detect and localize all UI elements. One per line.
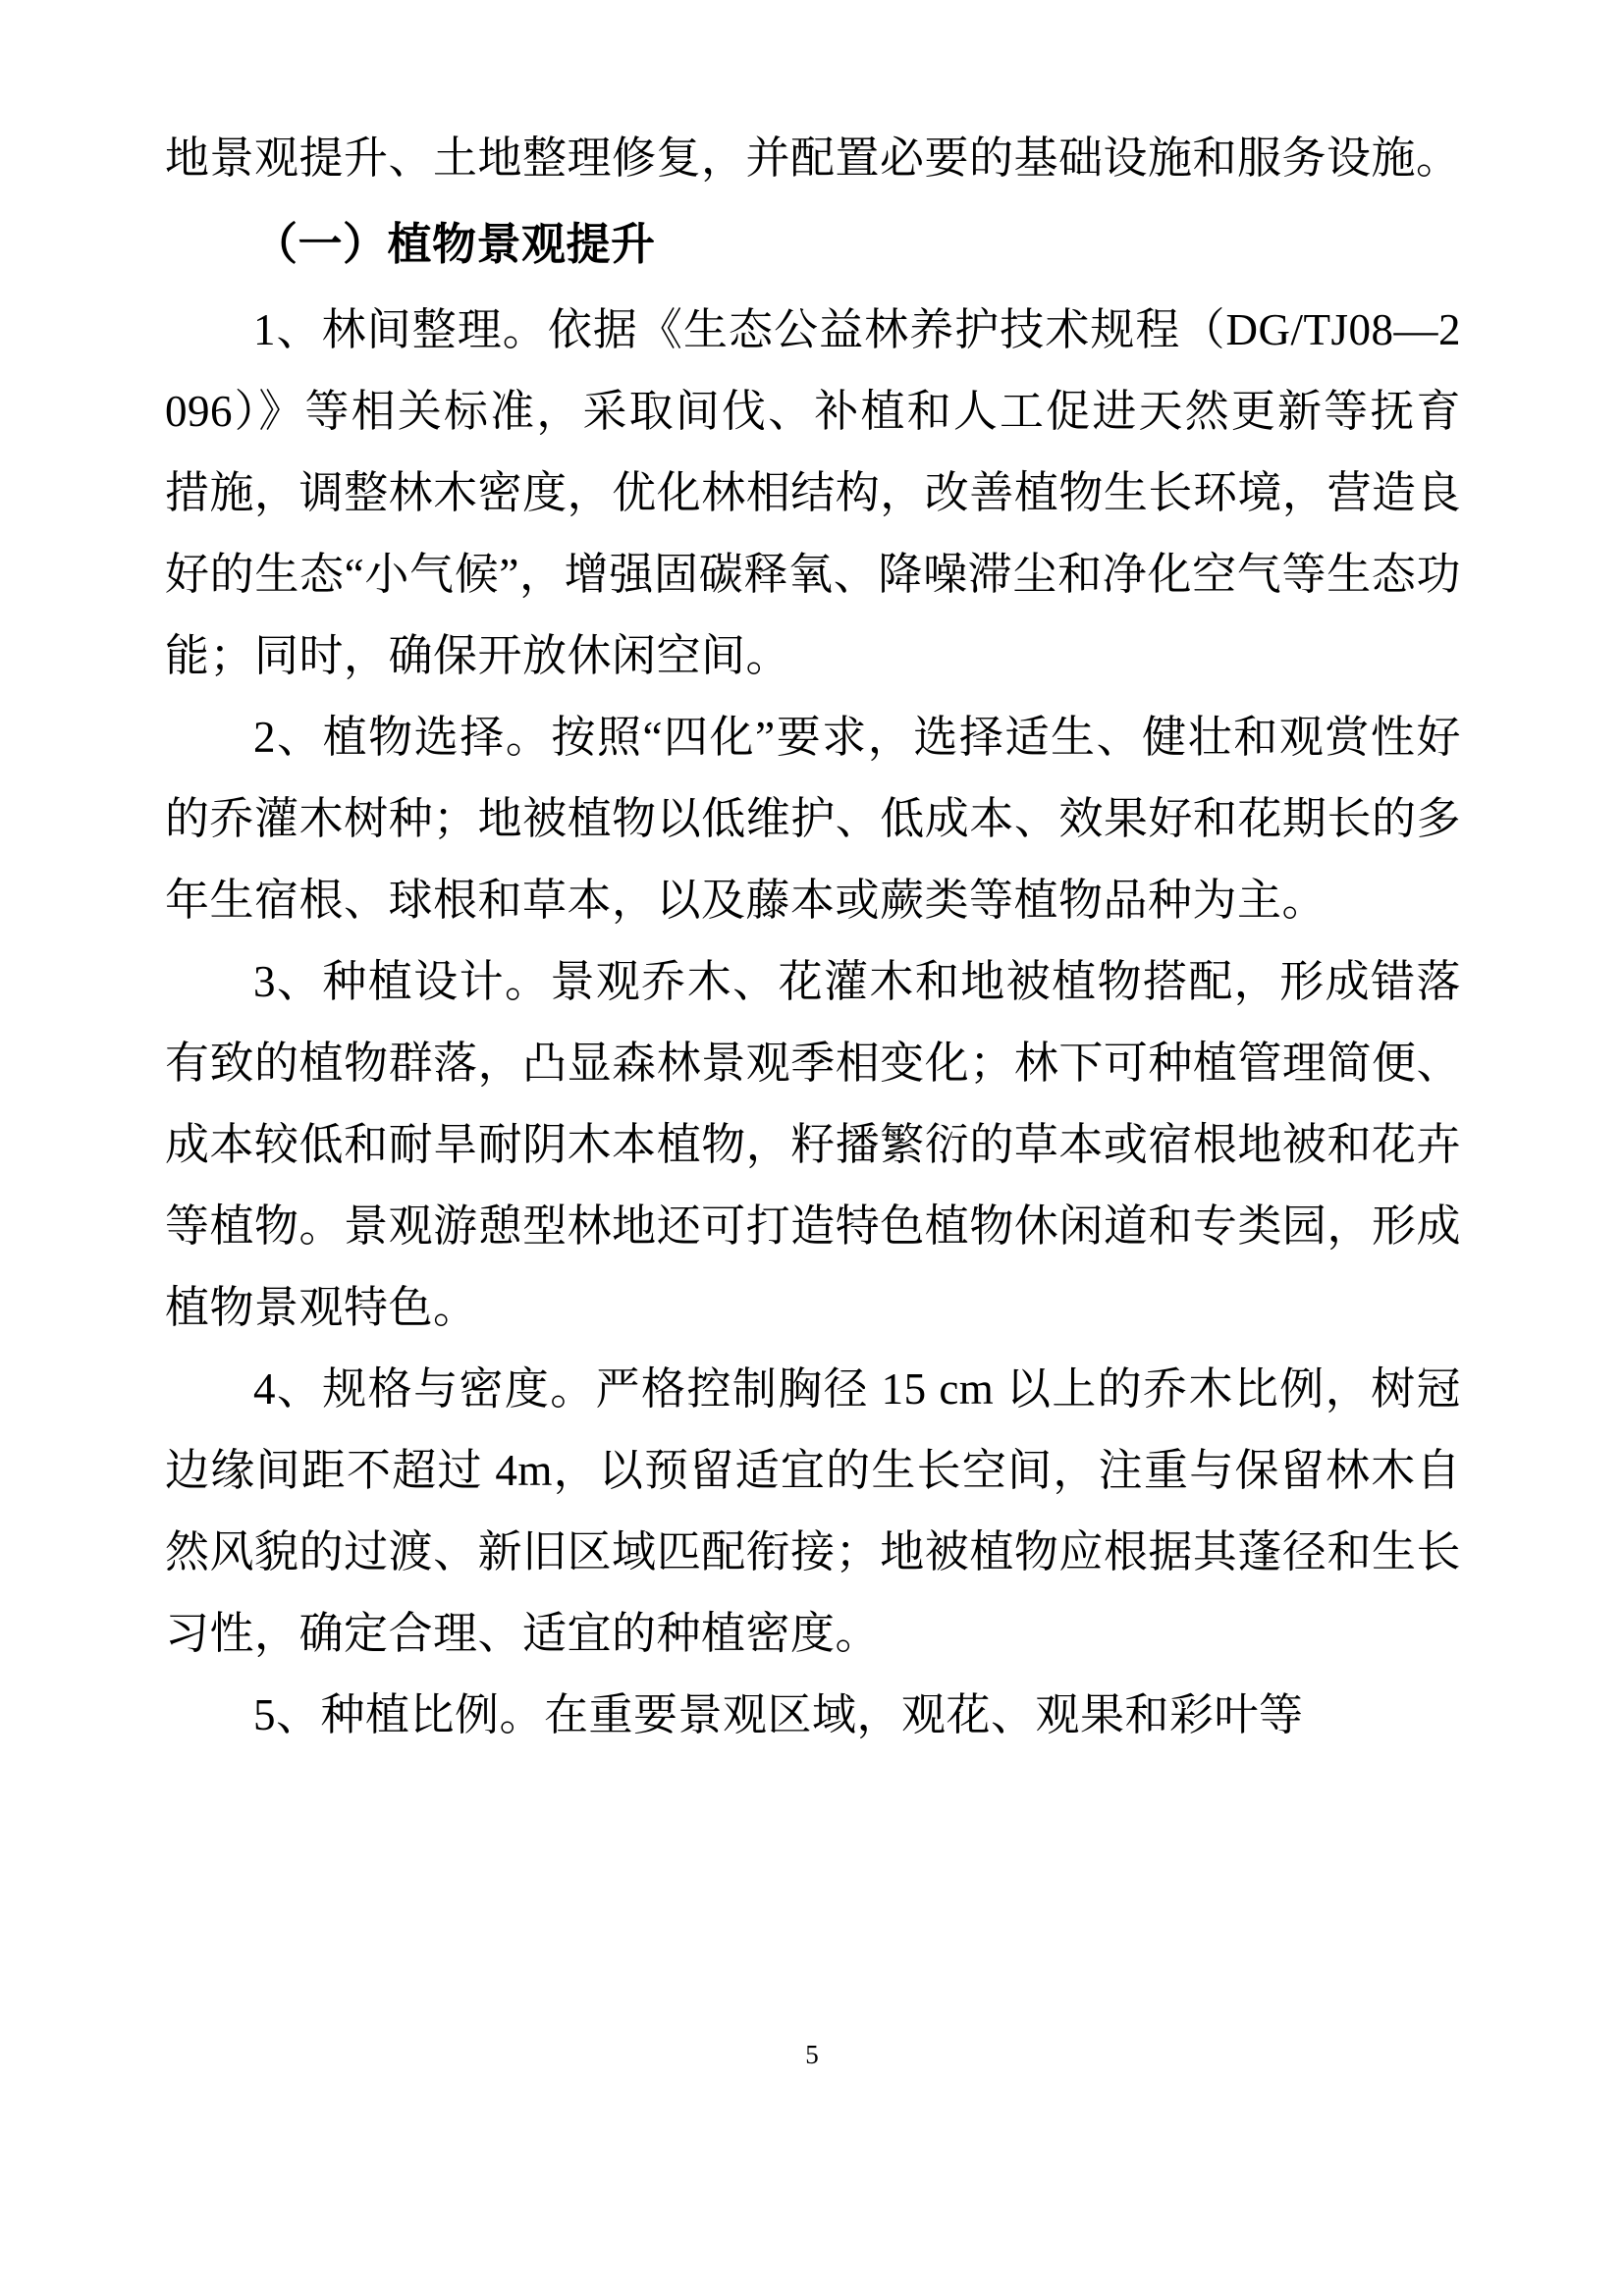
numbered-item-1: 1、林间整理。依据《生态公益林养护技术规程（DG/TJ08—2096）》等相关标准，采取间伐、补植和人工促进天然更新等抚育措施，调整林木密度，优化林相结构，改善植物生长环境，营造良好的生态“小气候”，增强固碳释氧、降噪滞尘和净化空气等生态功能；同时，确保开放休闲空间。	[165, 305, 1461, 680]
numbered-item-5: 5、种植比例。在重要景观区域，观花、观果和彩叶等	[253, 1690, 1304, 1739]
numbered-item-2: 2、植物选择。按照“四化”要求，选择适生、健壮和观赏性好的乔灌木树种；地被植物以低维护、低成本、效果好和花期长的多年生宿根、球根和草本，以及藤本或蕨类等植物品种为主。	[165, 713, 1461, 925]
numbered-item-4: 4、规格与密度。严格控制胸径 15 cm 以上的乔木比例，树冠边缘间距不超过 4m，以预留适宜的生长空间，注重与保留林木自然风貌的过渡、新旧区域匹配衔接；地被植物应根据其蓬径和生长习性，确定合理、适宜的种植密度。	[165, 1364, 1461, 1658]
section-heading-plant-landscape: （一）植物景观提升	[253, 220, 656, 269]
page-number: 5	[805, 2040, 819, 2069]
numbered-item-3: 3、种植设计。景观乔木、花灌木和地被植物搭配，形成错落有致的植物群落，凸显森林景观季相变化；林下可种植管理简便、成本较低和耐旱耐阴木本植物，籽播繁衍的草本或宿根地被和花卉等植物。景观游憩型林地还可打造特色植物休闲道和专类园，形成植物景观特色。	[165, 957, 1461, 1332]
page-content-area	[165, 118, 1461, 1756]
paragraph-continued: 地景观提升、土地整理修复，并配置必要的基础设施和服务设施。	[165, 133, 1461, 183]
